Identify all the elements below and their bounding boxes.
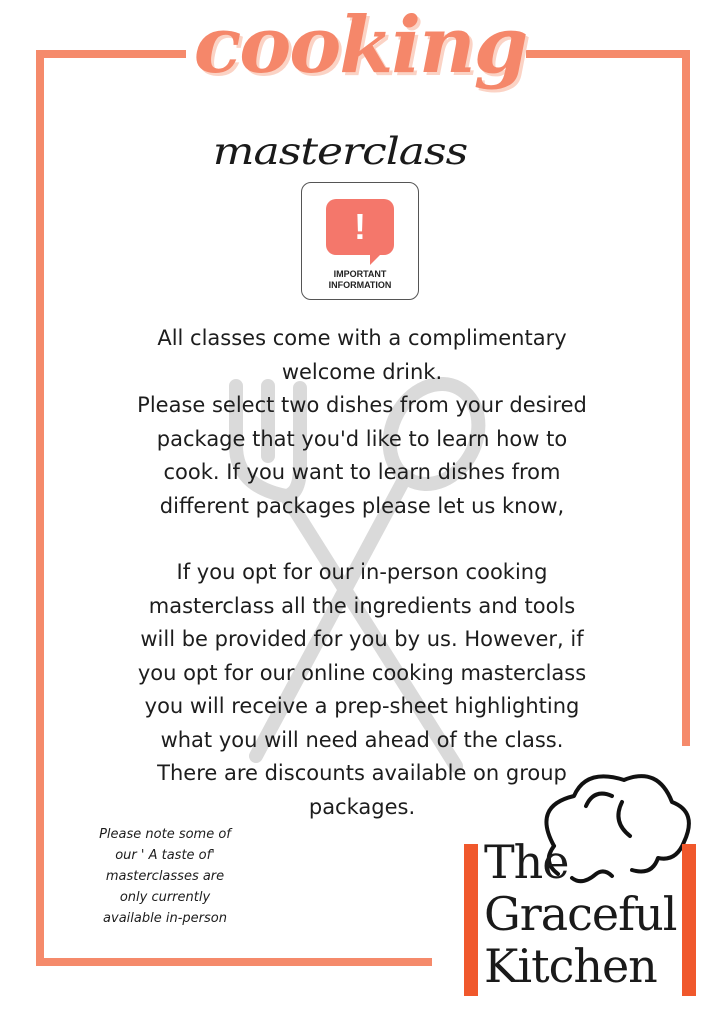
page-subtitle: masterclass (212, 129, 468, 174)
body-line: cook. If you want to learn dishes from (163, 460, 561, 484)
body-line: different packages please let us know, (159, 493, 565, 518)
body-line: what you will need ahead of the class. (160, 727, 564, 752)
badge-label-line2: INFORMATION (328, 280, 392, 290)
badge-label-line1: IMPORTANT (333, 269, 387, 279)
exclamation-mark: ! (354, 206, 366, 247)
body-line: will be provided for you by us. However, if (140, 627, 584, 651)
body-line: If you opt for our in-person cooking (176, 560, 548, 584)
logo-text-the: The (484, 835, 569, 889)
body-line: Please select two dishes from your desired (137, 393, 587, 417)
body-line: packages. (308, 794, 416, 819)
body-line: All classes come with a complimentary (157, 326, 567, 350)
body-text (90, 322, 634, 824)
body-line: masterclass all the ingredients and tools (148, 593, 576, 618)
logo-bar-right (682, 844, 696, 996)
frame-bottom (36, 958, 432, 966)
speech-bubble-exclamation-icon (326, 199, 394, 255)
availability-note (74, 824, 256, 929)
logo-bar-left (464, 844, 478, 996)
logo-text-graceful: Graceful (484, 887, 677, 941)
frame-right (682, 50, 690, 746)
note-line: available in-person (103, 911, 227, 926)
important-information-badge (301, 182, 419, 300)
note-line: masterclasses are (105, 869, 225, 884)
body-line: welcome drink. (281, 359, 443, 384)
frame-top-left (36, 50, 186, 58)
logo-text-kitchen: Kitchen (484, 939, 657, 993)
badge-label (302, 269, 418, 291)
note-line: Please note some of (99, 827, 231, 842)
body-line: package that you'd like to learn how to (156, 426, 568, 451)
body-line: There are discounts available on group (157, 761, 567, 785)
body-line: you will receive a prep-sheet highlighting (144, 694, 580, 718)
body-line: you opt for our online cooking masterclass (137, 660, 587, 685)
page-title: cooking (193, 0, 527, 91)
note-line: only currently (119, 890, 211, 905)
frame-left (36, 50, 44, 966)
note-line: our ' A taste of' (115, 848, 215, 863)
frame-top-right (526, 50, 690, 58)
